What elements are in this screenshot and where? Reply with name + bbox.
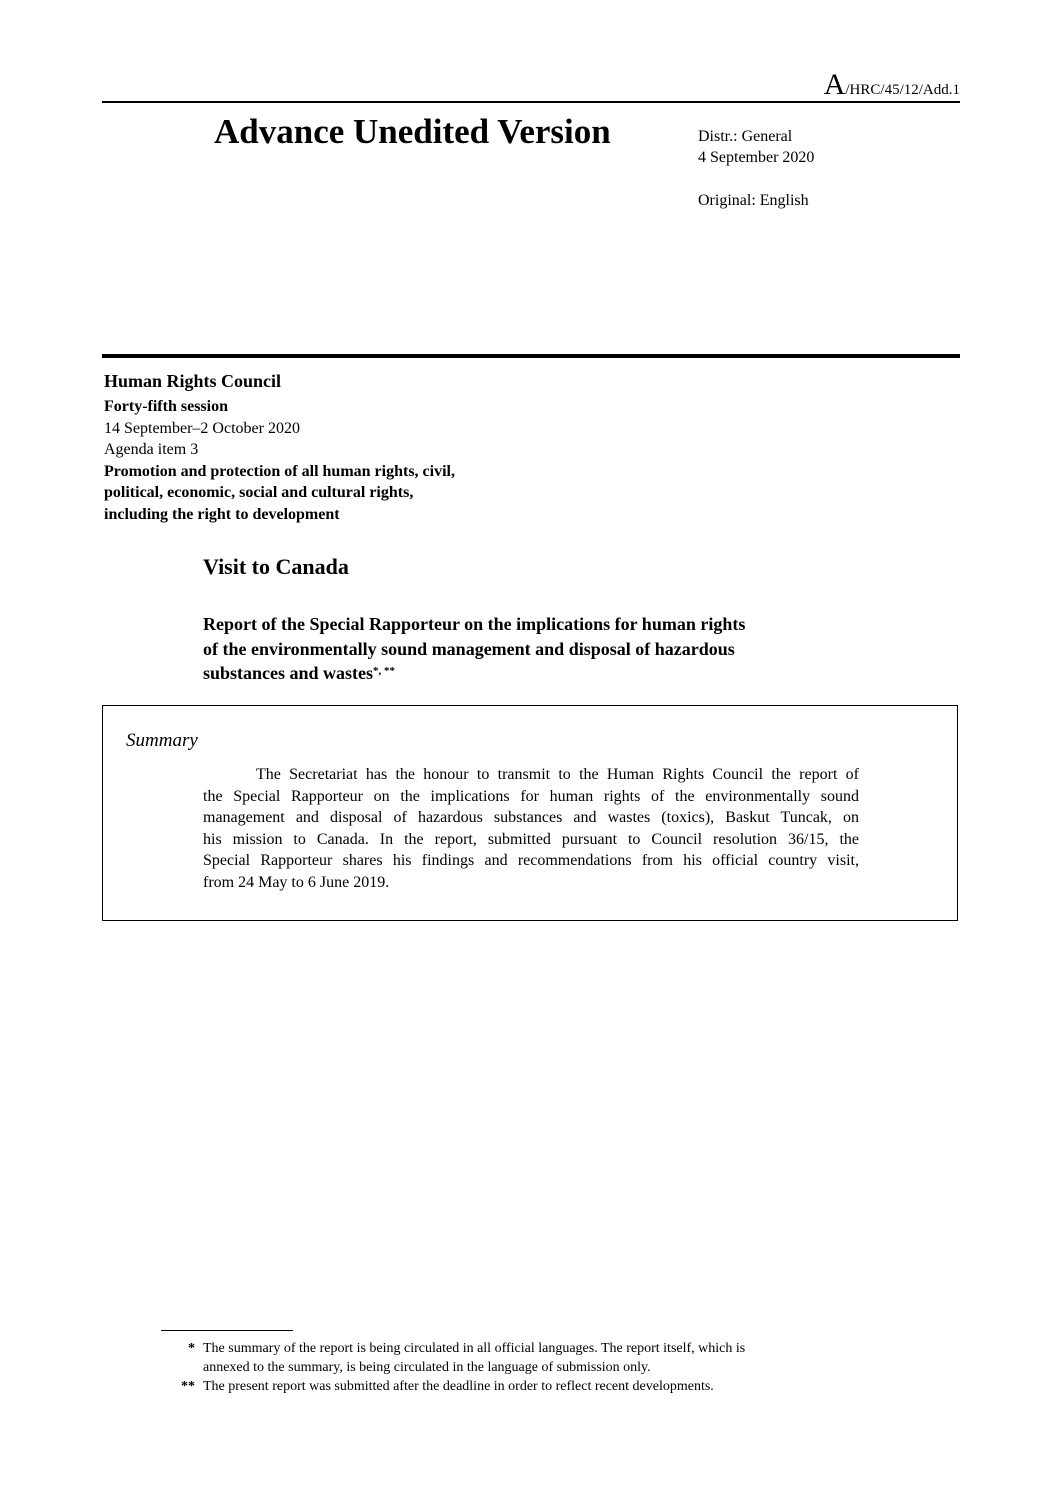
distribution-label: Distr.: General xyxy=(698,128,793,145)
council-name: Human Rights Council xyxy=(104,371,282,391)
advance-unedited-title: Advance Unedited Version xyxy=(214,112,611,151)
footnote-line: The summary of the report is being circulated in all official languages. The report itself, which is xyxy=(203,1341,746,1356)
original-language: Original: English xyxy=(698,192,809,209)
document-symbol xyxy=(824,70,960,100)
footnotes xyxy=(161,1339,861,1396)
report-title xyxy=(203,612,863,686)
agenda-title-line: including the right to development xyxy=(104,505,340,523)
document-symbol-rest: /HRC/45/12/Add.1 xyxy=(845,82,960,98)
report-title-line: substances and wastes xyxy=(203,663,374,683)
agenda-item: Agenda item 3 xyxy=(104,441,199,458)
footnote-mark: * xyxy=(188,1341,195,1356)
footnote-line: The present report was submitted after the deadline in order to reflect recent developments. xyxy=(203,1379,714,1394)
summary-line: management and disposal of hazardous substances and wastes (toxics), Baskut Tuncak, on xyxy=(203,809,859,826)
report-title-line-last xyxy=(203,661,863,686)
footnote-rule xyxy=(161,1330,293,1331)
council-details xyxy=(104,396,455,525)
agenda-title-line: Promotion and protection of all human rights, civil, xyxy=(104,462,455,480)
visit-title: Visit to Canada xyxy=(203,554,349,579)
footnote-mark: ** xyxy=(181,1379,195,1394)
footnote xyxy=(161,1339,861,1377)
report-title-line: of the environmentally sound management and disposal of hazardous xyxy=(203,638,735,659)
document-symbol-prefix: A xyxy=(823,68,846,101)
summary-line: the Special Rapporteur on the implications for human rights of the environmentally sound xyxy=(203,787,859,805)
footnote-reference: *, ** xyxy=(373,665,396,677)
footnote-line: annexed to the summary, is being circulated in the language of submission only. xyxy=(203,1360,651,1375)
report-title-line: Report of the Special Rapporteur on the implications for human rights xyxy=(203,614,746,634)
footnote xyxy=(161,1377,861,1396)
thick-rule xyxy=(102,354,960,358)
distribution-block xyxy=(698,126,814,168)
summary-heading: Summary xyxy=(126,730,198,751)
summary-paragraph xyxy=(203,764,859,893)
summary-line: The Secretariat has the honour to transmit to the Human Rights Council the report of xyxy=(256,766,859,783)
document-date: 4 September 2020 xyxy=(698,149,815,166)
summary-line: Special Rapporteur shares his findings and recommendations from his official country visit, xyxy=(203,852,859,869)
summary-line: from 24 May to 6 June 2019. xyxy=(203,873,390,891)
agenda-title-line: political, economic, social and cultural rights, xyxy=(104,484,414,501)
summary-line: his mission to Canada. In the report, submitted pursuant to Council resolution 36/15, the xyxy=(203,830,859,848)
session-name: Forty-fifth session xyxy=(104,398,228,415)
session-dates: 14 September–2 October 2020 xyxy=(104,419,300,437)
header-rule xyxy=(102,101,960,103)
